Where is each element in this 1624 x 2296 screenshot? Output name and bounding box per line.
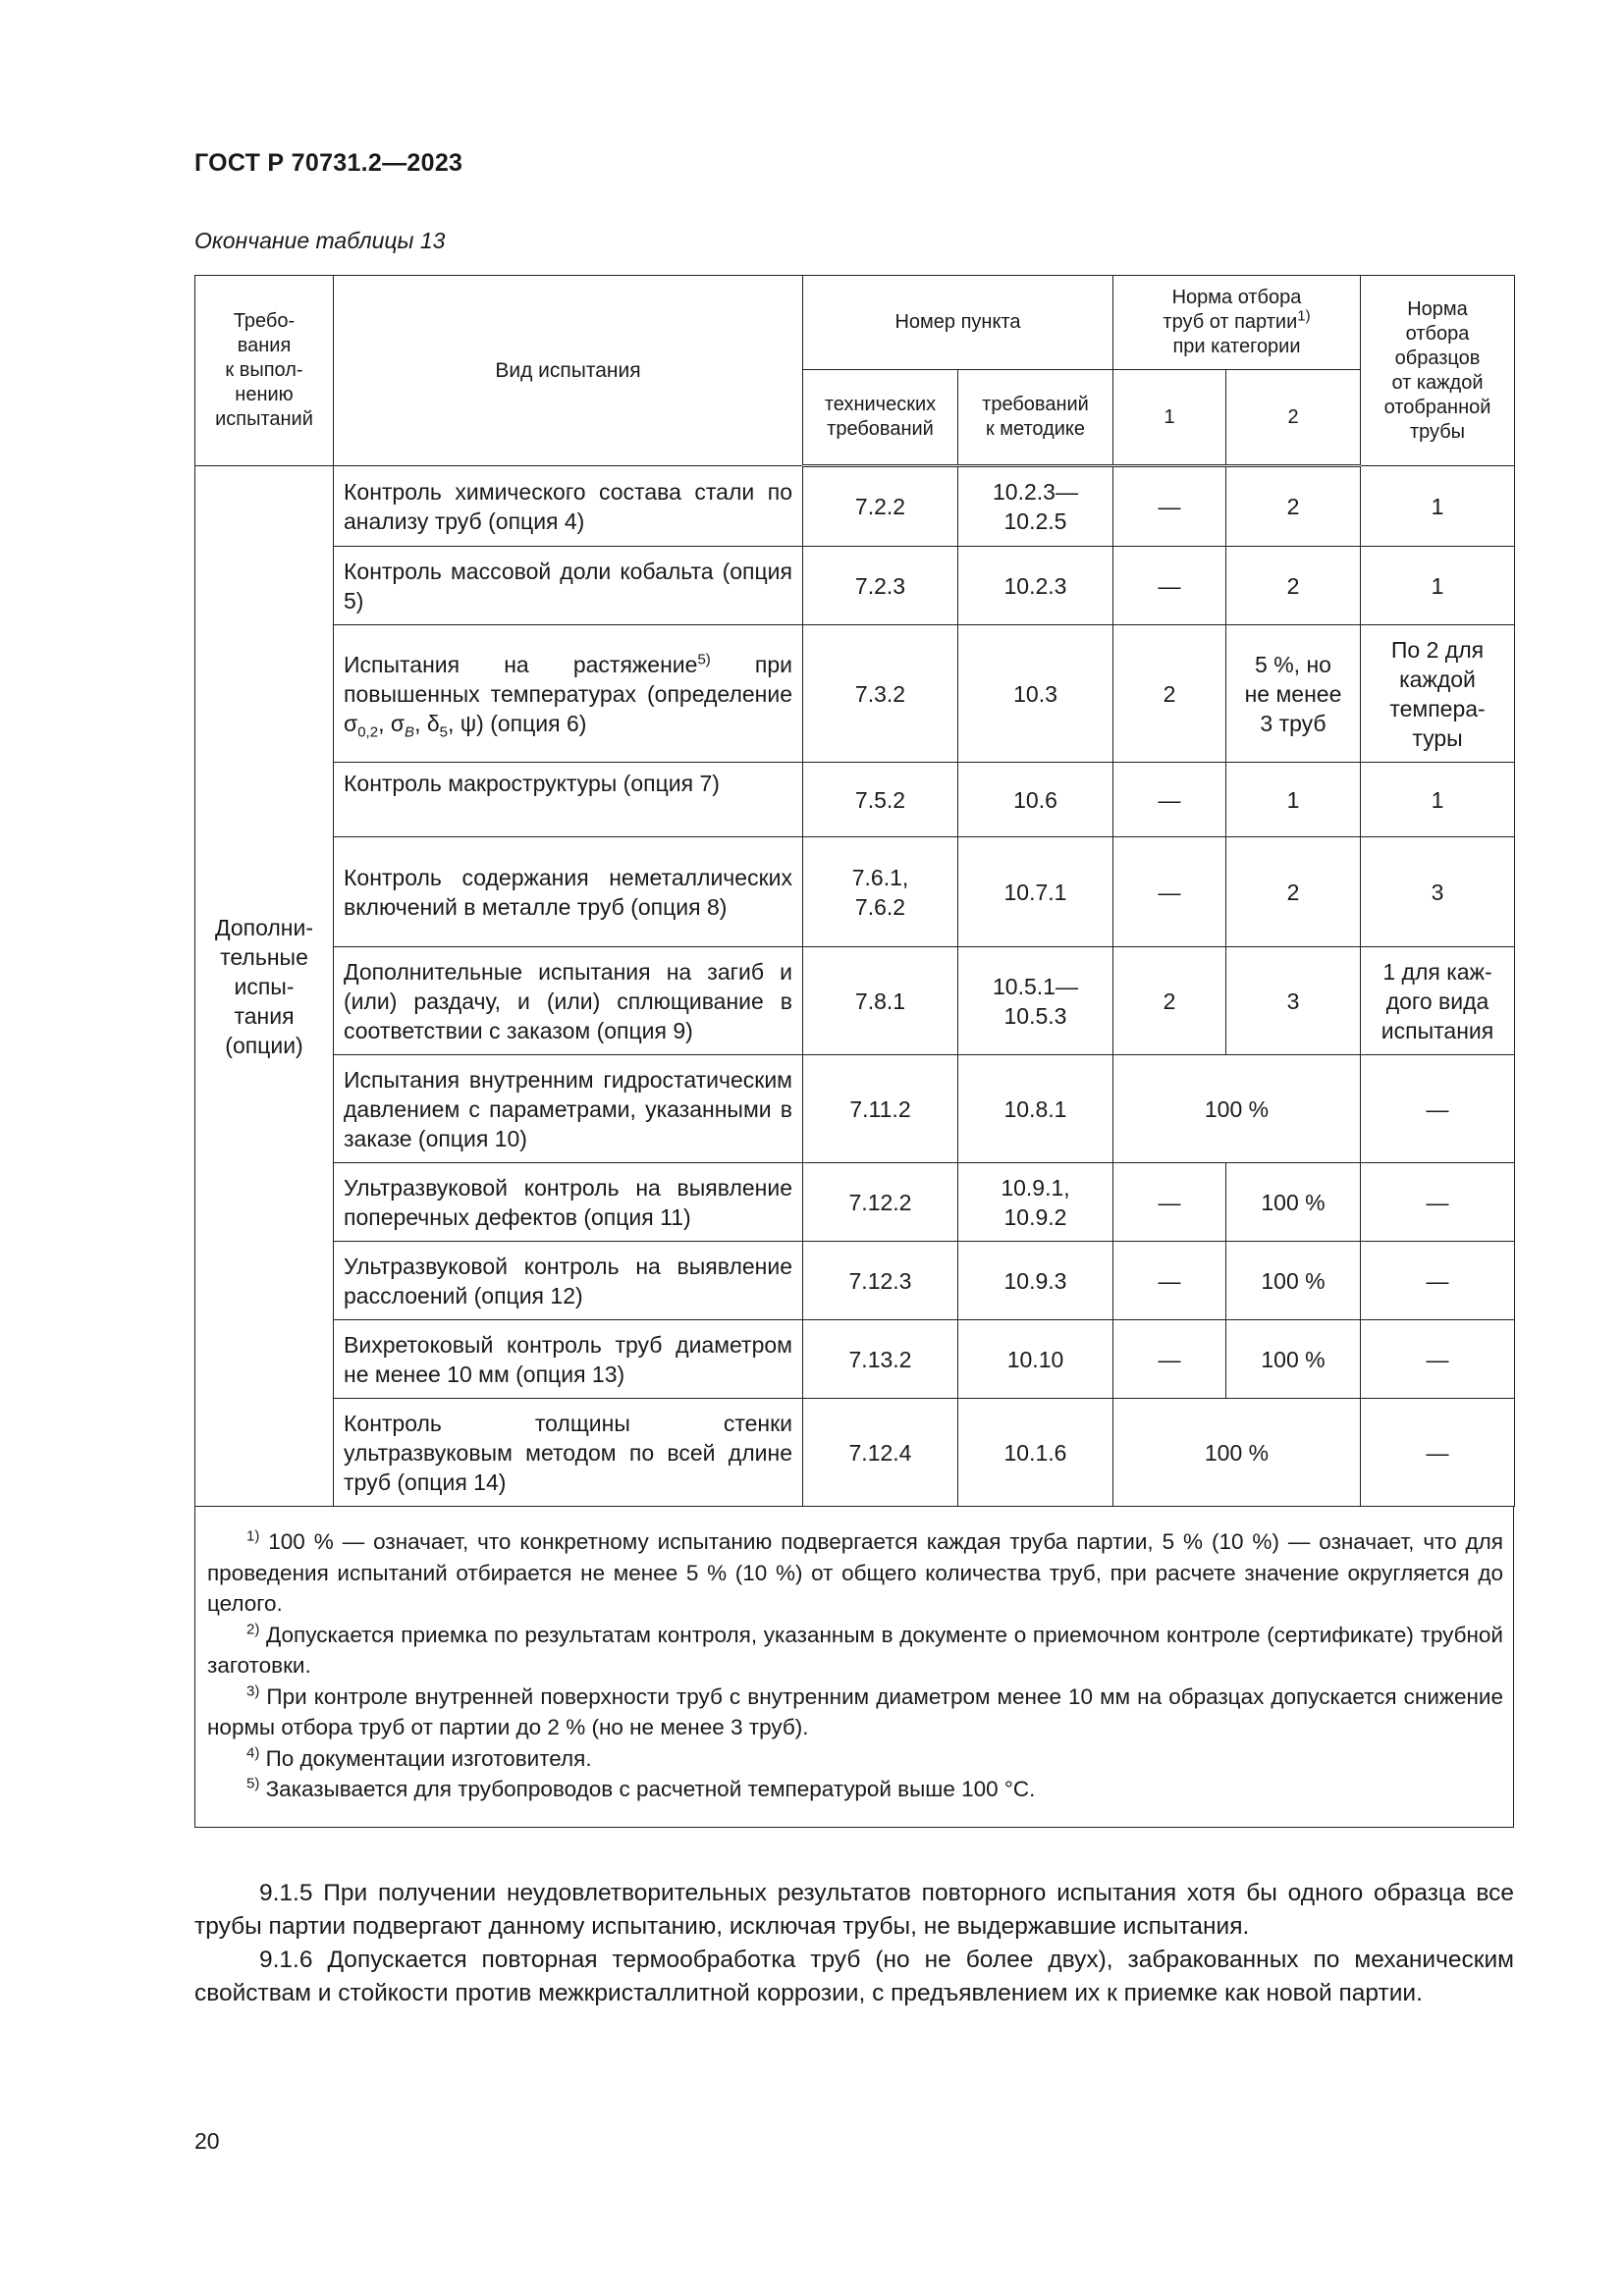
table-row	[195, 763, 1515, 837]
test-description: Контроль содержания неметаллических включений в металле труб (опция 8)	[334, 837, 803, 947]
category-1-value: —	[1113, 1242, 1226, 1320]
category-combined-value: 100 %	[1113, 1055, 1361, 1163]
method-clause: 10.5.1— 10.5.3	[958, 947, 1113, 1055]
tech-clause: 7.11.2	[803, 1055, 958, 1163]
table-row	[195, 625, 1515, 763]
specimen-value: 1	[1361, 466, 1515, 547]
test-description: Контроль макроструктуры (опция 7)	[334, 763, 803, 837]
method-clause: 10.8.1	[958, 1055, 1113, 1163]
table-footnotes	[194, 1507, 1514, 1828]
tech-clause: 7.2.3	[803, 547, 958, 625]
footnote: $^{4)}$ По документации изготовителя.	[246, 1744, 592, 1771]
header-clause-number: Номер пункта	[803, 276, 1113, 370]
table-row	[195, 947, 1515, 1055]
category-2-value: 3	[1226, 947, 1361, 1055]
header-test-type: Вид испытания	[334, 276, 803, 466]
category-2-value: 100 %	[1226, 1163, 1361, 1242]
category-2-value: 100 %	[1226, 1320, 1361, 1399]
footnote: $^{3)}$ При контроле внутренней поверхности труб с внутренним диаметром менее 10 мм на образцах допускается снижение нормы отбора труб от партии до 2 % (но не менее 3 труб).	[207, 1682, 1503, 1739]
test-description: Испытания внутренним гидростатическим давлением с параметрами, указанными в заказе (опция 10)	[334, 1055, 803, 1163]
test-description: Дополнительные испытания на загиб и (или) раздачу, и (или) сплющивание в соответствии с заказом (опция 9)	[334, 947, 803, 1055]
specimen-value: По 2 для каждой темпера- туры	[1361, 625, 1515, 763]
table-row	[195, 1242, 1515, 1320]
category-1-value: —	[1113, 1320, 1226, 1399]
table-row	[195, 837, 1515, 947]
category-combined-value: 100 %	[1113, 1399, 1361, 1507]
category-2-value: 2	[1226, 547, 1361, 625]
header-specimen-norm: Норма отбора образцов от каждой отобранной трубы	[1361, 276, 1515, 466]
category-2-value: 2	[1226, 466, 1361, 547]
table-row	[195, 1055, 1515, 1163]
standard-number: ГОСТ Р 70731.2—2023	[194, 149, 463, 177]
table-13	[194, 275, 1515, 1507]
header-requirements: Требо- вания к выпол- нению испытаний	[195, 276, 334, 466]
footnote: $^{2)}$ Допускается приемка по результатам контроля, указанным в документе о приемочном контроле (сертификате) трубной заготовки.	[207, 1621, 1503, 1678]
tech-clause: 7.5.2	[803, 763, 958, 837]
tech-clause: 7.12.2	[803, 1163, 958, 1242]
specimen-value: —	[1361, 1320, 1515, 1399]
method-clause: 10.9.1, 10.9.2	[958, 1163, 1113, 1242]
method-clause: 10.7.1	[958, 837, 1113, 947]
specimen-value: —	[1361, 1399, 1515, 1507]
category-1-value: —	[1113, 547, 1226, 625]
category-1-value: 2	[1113, 947, 1226, 1055]
specimen-value: 3	[1361, 837, 1515, 947]
group-label-additional-tests: Дополни- тельные испы- тания (опции)	[195, 466, 334, 1507]
header-tech-requirements: технических требований	[803, 370, 958, 466]
table-row	[195, 1320, 1515, 1399]
table-13-container	[194, 275, 1514, 1828]
table-row	[195, 1163, 1515, 1242]
specimen-value: 1	[1361, 547, 1515, 625]
table-row	[195, 466, 1515, 547]
method-clause: 10.1.6	[958, 1399, 1113, 1507]
method-clause: 10.3	[958, 625, 1113, 763]
header-sampling-norm: Норма отбора труб от партии$^{1)}$ при категории	[1113, 276, 1361, 370]
body-paragraphs	[194, 1877, 1514, 2010]
category-2-value: 2	[1226, 837, 1361, 947]
category-2-value: 1	[1226, 763, 1361, 837]
table-row	[195, 547, 1515, 625]
test-description: Вихретоковый контроль труб диаметром не менее 10 мм (опция 13)	[334, 1320, 803, 1399]
test-description: Контроль химического состава стали по анализу труб (опция 4)	[334, 466, 803, 547]
test-description: Контроль массовой доли кобальта (опция 5)	[334, 547, 803, 625]
method-clause: 10.2.3— 10.2.5	[958, 466, 1113, 547]
method-clause: 10.6	[958, 763, 1113, 837]
category-1-value: —	[1113, 1163, 1226, 1242]
footnote: $^{5)}$ Заказывается для трубопроводов с расчетной температурой выше 100 °C.	[246, 1775, 1036, 1801]
header-category-2: 2	[1226, 370, 1361, 466]
category-1-value: —	[1113, 466, 1226, 547]
method-clause: 10.9.3	[958, 1242, 1113, 1320]
test-description: Испытания на растяжение$^{5)}$ при повышенных температурах (определение $\sigma_{0,2}$, $\sigma_B$, $\delta_5$, ψ) (опция 6)	[334, 625, 803, 763]
tech-clause: 7.2.2	[803, 466, 958, 547]
tech-clause: 7.12.4	[803, 1399, 958, 1507]
test-description: Контроль толщины стенки ультразвуковым методом по всей длине труб (опция 14)	[334, 1399, 803, 1507]
method-clause: 10.10	[958, 1320, 1113, 1399]
tech-clause: 7.3.2	[803, 625, 958, 763]
test-description: Ультразвуковой контроль на выявление расслоений (опция 12)	[334, 1242, 803, 1320]
test-description: Ультразвуковой контроль на выявление поперечных дефектов (опция 11)	[334, 1163, 803, 1242]
tech-clause: 7.12.3	[803, 1242, 958, 1320]
page-number: 20	[194, 2128, 220, 2154]
tech-clause: 7.6.1, 7.6.2	[803, 837, 958, 947]
category-1-value: 2	[1113, 625, 1226, 763]
header-category-1: 1	[1113, 370, 1226, 466]
category-2-value: 5 %, но не менее 3 труб	[1226, 625, 1361, 763]
specimen-value: 1 для каж- дого вида испытания	[1361, 947, 1515, 1055]
header-method-requirements: требований к методике	[958, 370, 1113, 466]
tech-clause: 7.13.2	[803, 1320, 958, 1399]
method-clause: 10.2.3	[958, 547, 1113, 625]
category-1-value: —	[1113, 763, 1226, 837]
tech-clause: 7.8.1	[803, 947, 958, 1055]
footnote: $^{1)}$ 100 % — означает, что конкретному испытанию подвергается каждая труба партии, 5 % (10 %) — означает, что для проведения испытаний отбирается не менее 5 % (10 %) от общего количества труб, при расчете значение округляется до целого.	[207, 1527, 1503, 1616]
category-2-value: 100 %	[1226, 1242, 1361, 1320]
specimen-value: 1	[1361, 763, 1515, 837]
specimen-value: —	[1361, 1242, 1515, 1320]
specimen-value: —	[1361, 1163, 1515, 1242]
paragraph-9-1-5: 9.1.5 При получении неудовлетворительных результатов повторного испытания хотя бы одного образца все трубы партии подвергают данному испытанию, исключая трубы, не выдержавшие испытания.	[194, 1880, 1514, 1940]
paragraph-9-1-6: 9.1.6 Допускается повторная термообработка труб (но не более двух), забракованных по механическим свойствам и стойкости против межкристаллитной коррозии, с предъявлением их к приемке как новой партии.	[194, 1947, 1514, 2006]
table-caption: Окончание таблицы 13	[194, 228, 446, 253]
specimen-value: —	[1361, 1055, 1515, 1163]
category-1-value: —	[1113, 837, 1226, 947]
table-row	[195, 1399, 1515, 1507]
